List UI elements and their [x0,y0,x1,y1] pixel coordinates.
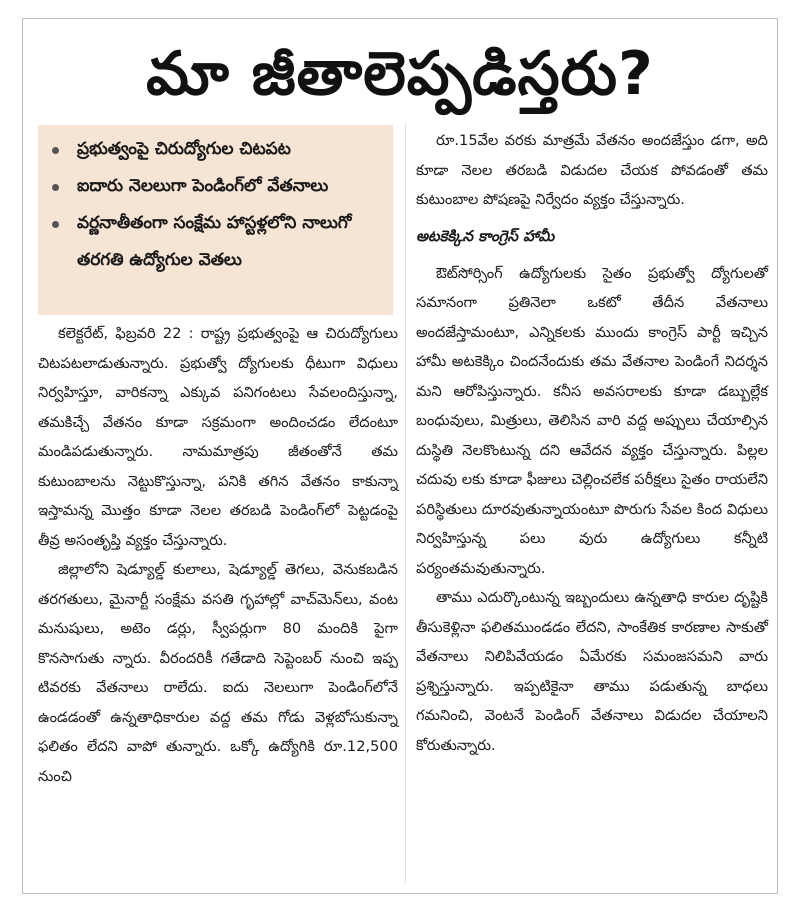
body-paragraph: జిల్లాలోని షెడ్యూల్డ్ కులాలు, షెడ్యూల్డ్ తెగలు, వెనుకబడిన తరగతులు, మైనార్టీ సంక్షేమ వసతి గృహాల్లో వాచ్‌మెన్‌లు, వంట మనుషులు, అటెం డర్లు, స్వీపర్లుగా 80 మందికి పైగా కొనసాగుతు న్నారు. వీరందరికీ గతేడాది సెప్టెంబర్ నుంచి ఇప్ప టివరకు వేతనాలు రాలేదు. ఐదు నెలలుగా పెండింగ్‌లోనే ఉండడంతో ఉన్నతాధికారుల వద్ద తమ గోడు వెళ్లబోసుకున్నా ఫలితం లేదని వాపో తున్నారు. ఒక్కో ఉద్యోగికి రూ.12,500 నుంచి [38,561,398,785]
bullet-icon [52,147,59,154]
bullet-icon [52,221,59,228]
left-column [38,319,398,791]
column-divider [405,123,406,883]
body-paragraph: కలెక్టరేట్, ఫిబ్రవరి 22 : రాష్ట్ర ప్రభుత్వంపై ఆ చిరుద్యోగులు చిటపటలాడుతున్నారు. ప్రభుత్వో ద్యోగులకు ధీటుగా విధులు నిర్వహిస్తూ, వారికన్నా ఎక్కువ పనిగంటలు సేవలందిస్తున్నా, తమకిచ్చే వేతనం కూడా సక్రమంగా అందించడం లేదంటూ మండిపడుతున్నారు. నామమాత్రపు జీతంతోనే తమ కుటుంబాలను నెట్టుకొస్తున్నా, పనికి తగిన వేతనం కాకున్నా ఇస్తామన్న మొత్తం కూడా నెలల తరబడి పెండింగ్‌లో పెట్టడంపై తీవ్ర అసంతృప్తి వ్యక్తం చేస్తున్నారు. [38,325,398,549]
body-paragraph: రూ.15వేల వరకు మాత్రమే వేతనం అందజేస్తుం డగా, అది కూడా నెలల తరబడి విడుదల చేయక పోవడంతో తమ కుటుంబాల పోషణపై నిర్వేదం వ్యక్తం చేస్తున్నారు. [416,132,768,208]
right-column [416,126,768,760]
body-paragraph: ఔట్‌సోర్సింగ్ ఉద్యోగులకు సైతం ప్రభుత్వో ద్యోగులతో సమానంగా ప్రతినెలా ఒకటో తేదీన వేతనాలు అందజేస్తామంటూ, ఎన్నికలకు ముందు కాంగ్రెస్ పార్టీ ఇచ్చిన హామీ అటకెక్కిం చిందనేందుకు తమ వేతనాల పెండింగే నిదర్శన మని ఆరోపిస్తున్నారు. కనీస అవసరాలకు కూడా డబ్బుల్లేక బంధువులు, మిత్రులు, తెలిసిన వారి వద్ద అప్పులు చేయాల్సిన దుస్థితి నెలకొంటున్న దని ఆవేదన వ్యక్తం చేస్తున్నారు. పిల్లల చదువు లకు కూడా ఫీజులు చెల్లించలేక పరీక్షలు సైతం రాయలేని పరిస్థితులు దూరవుతున్నాయంటూ పొరుగు సేవల కింద విధులు నిర్వహిస్తున్న పలు వురు ఉద్యోగులు కన్నీటి పర్యంతమవుతున్నారు. [416,264,768,577]
news-clipping [22,18,778,894]
bullet-icon [52,184,59,191]
highlight-text: ప్రభుత్వంపై చిరుద్యోగుల చిటపట [77,139,291,159]
highlight-item [52,205,381,279]
article-headline: మా జీతాలెప్పడిస్తరు? [146,39,654,109]
highlight-text: ఐదారు నెలలుగా పెండింగ్‌లో వేతనాలు [77,176,329,196]
highlight-text: వర్ణనాతీతంగా సంక్షేమ హాస్టళ్లలోని నాలుగో తరగతి ఉద్యోగుల వెతలు [77,213,352,270]
highlights-box [38,125,393,315]
highlight-item [52,168,381,205]
body-paragraph: తాము ఎదుర్కొంటున్న ఇబ్బందులు ఉన్నతాధి కారుల దృష్టికి తీసుకెళ్లినా ఫలితముండడం లేదని, సాంకేతిక కారణాల సాకుతో వేతనాలు నిలిపివేయడం ఏమేరకు సమంజసమని వారు ప్రశ్నిస్తున్నారు. ఇప్పటికైనా తాము పడుతున్న బాధలు గమనించి, వెంటనే పెండింగ్ వేతనాలు విడుదల చేయాలని కోరుతున్నారు. [416,589,768,754]
article-subheading: అటకెక్కిన కాంగ్రెస్ హామీ [416,226,555,245]
highlight-item [52,131,381,168]
